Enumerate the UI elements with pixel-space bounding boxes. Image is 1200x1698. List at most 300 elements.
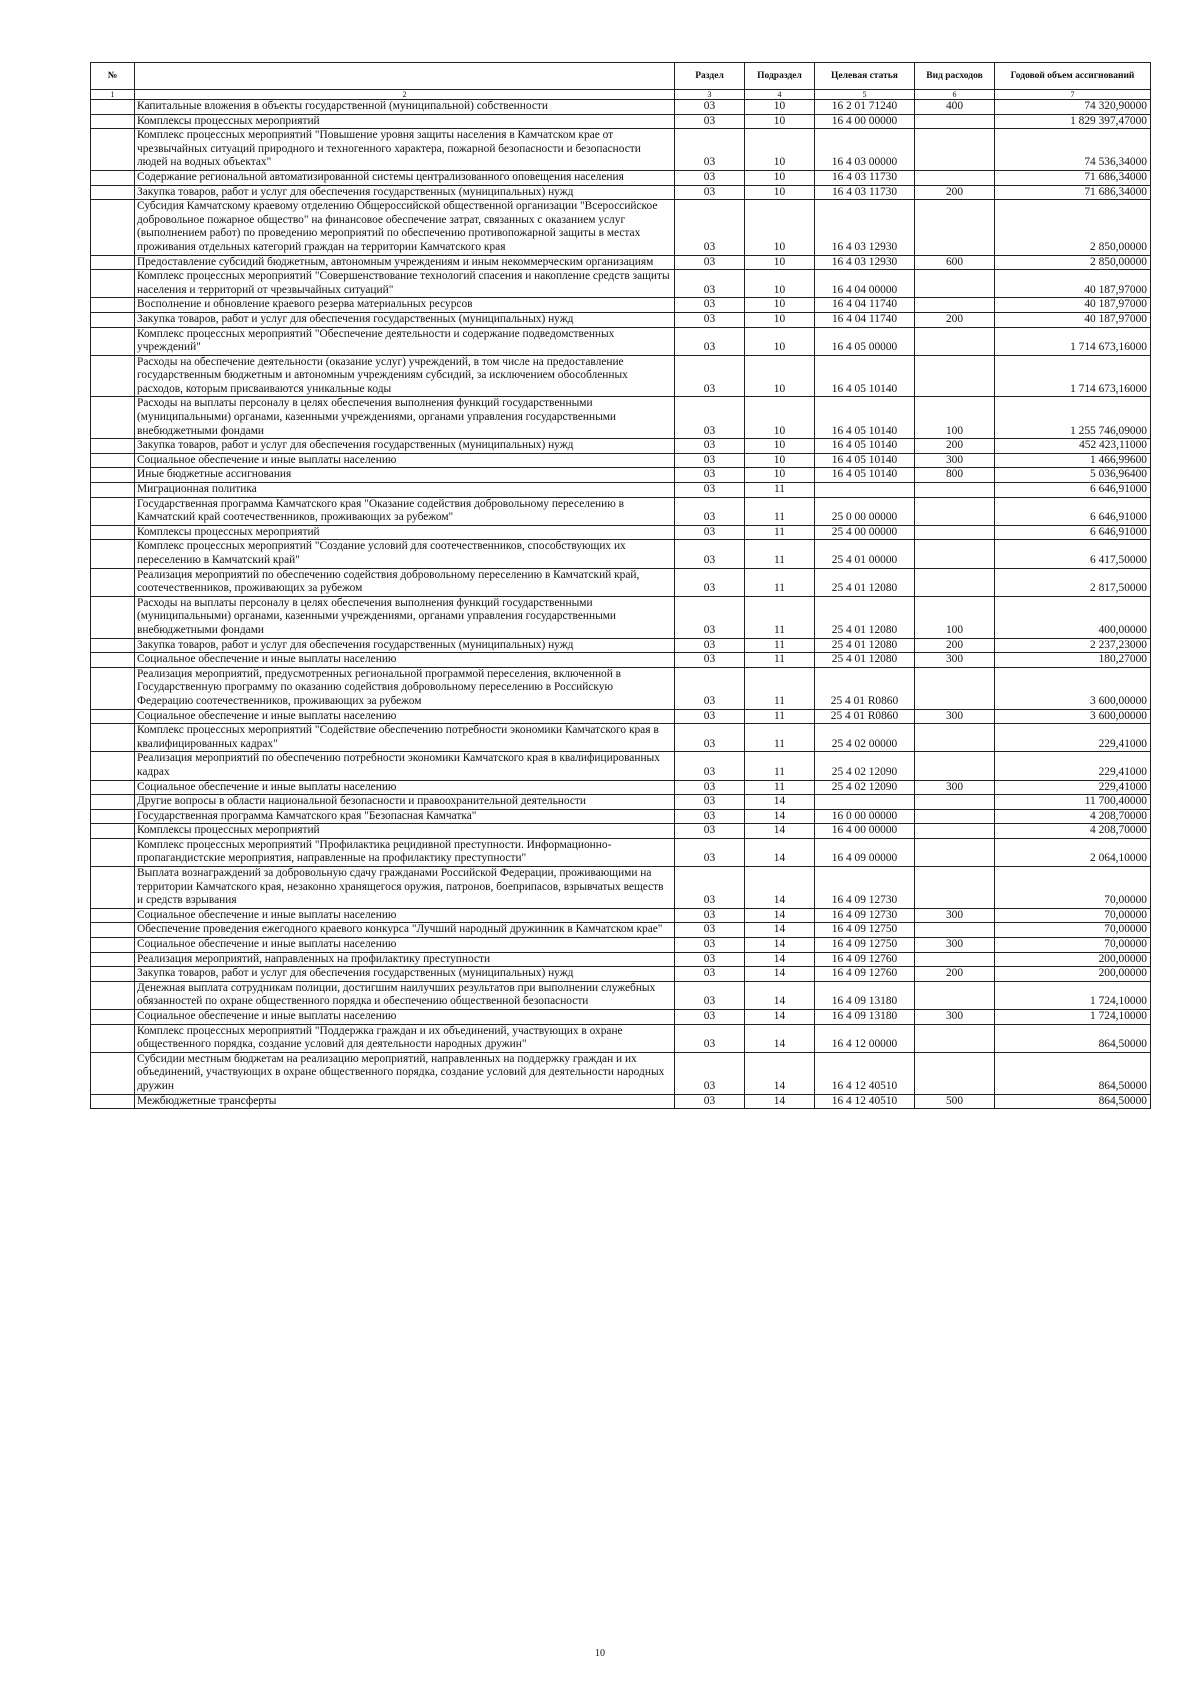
row-target-article: 25 4 01 12080 xyxy=(815,638,915,653)
row-podrazdel: 11 xyxy=(745,653,815,668)
row-razdel: 03 xyxy=(675,453,745,468)
row-amount: 1 829 397,47000 xyxy=(995,114,1151,129)
row-razdel: 03 xyxy=(675,596,745,638)
row-number xyxy=(91,312,135,327)
row-razdel: 03 xyxy=(675,129,745,171)
row-target-article: 16 4 04 11740 xyxy=(815,312,915,327)
row-podrazdel: 14 xyxy=(745,1052,815,1094)
row-name: Расходы на выплаты персоналу в целях обеспечения выполнения функций государственными (муниципальными) органами, казенными учреждениями, органами управления государственными внебюджетными фондами xyxy=(135,596,675,638)
table-row xyxy=(91,568,1151,596)
column-number: 3 xyxy=(675,90,745,100)
row-amount: 2 237,23000 xyxy=(995,638,1151,653)
header-target-article: Целевая статья xyxy=(815,63,915,90)
row-number xyxy=(91,100,135,115)
column-number-row xyxy=(91,90,1151,100)
row-target-article: 25 4 02 12090 xyxy=(815,780,915,795)
row-razdel: 03 xyxy=(675,298,745,313)
row-expense-type: 100 xyxy=(915,596,995,638)
row-name: Реализация мероприятий по обеспечению потребности экономики Камчатского края в квалифицированных кадрах xyxy=(135,752,675,780)
row-name: Реализация мероприятий, направленных на профилактику преступности xyxy=(135,952,675,967)
row-number xyxy=(91,468,135,483)
row-number xyxy=(91,653,135,668)
row-amount: 40 187,97000 xyxy=(995,298,1151,313)
row-target-article: 16 4 09 12750 xyxy=(815,938,915,953)
row-target-article: 16 4 03 11730 xyxy=(815,170,915,185)
row-expense-type: 200 xyxy=(915,439,995,454)
row-number xyxy=(91,809,135,824)
row-amount: 400,00000 xyxy=(995,596,1151,638)
row-amount: 74 320,90000 xyxy=(995,100,1151,115)
row-razdel: 03 xyxy=(675,397,745,439)
table-row xyxy=(91,596,1151,638)
row-amount: 1 724,10000 xyxy=(995,1010,1151,1025)
row-expense-type xyxy=(915,525,995,540)
table-row xyxy=(91,397,1151,439)
table-row xyxy=(91,270,1151,298)
table-row xyxy=(91,752,1151,780)
row-amount: 11 700,40000 xyxy=(995,795,1151,810)
row-expense-type xyxy=(915,838,995,866)
row-number xyxy=(91,355,135,397)
column-number: 2 xyxy=(135,90,675,100)
row-podrazdel: 14 xyxy=(745,923,815,938)
row-name: Комплекс процессных мероприятий "Содействие обеспечению потребности экономики Камчатского края в квалифицированных кадрах" xyxy=(135,724,675,752)
row-amount: 70,00000 xyxy=(995,867,1151,909)
row-podrazdel: 14 xyxy=(745,938,815,953)
row-name: Реализация мероприятий, предусмотренных региональной программой переселения, включенной в Государственную программу по оказанию содействия добровольному переселению в Российскую Федерацию соотечественников, проживающих за рубежом xyxy=(135,667,675,709)
row-razdel: 03 xyxy=(675,752,745,780)
row-amount: 74 536,34000 xyxy=(995,129,1151,171)
table-row xyxy=(91,838,1151,866)
row-amount: 229,41000 xyxy=(995,780,1151,795)
row-number xyxy=(91,1010,135,1025)
header-annual-volume: Годовой объем ассигнований xyxy=(995,63,1151,90)
row-razdel: 03 xyxy=(675,540,745,568)
table-row xyxy=(91,638,1151,653)
row-target-article: 16 4 05 10140 xyxy=(815,439,915,454)
row-amount: 180,27000 xyxy=(995,653,1151,668)
header-num: № xyxy=(91,63,135,90)
row-number xyxy=(91,1024,135,1052)
row-razdel: 03 xyxy=(675,952,745,967)
row-razdel: 03 xyxy=(675,824,745,839)
row-target-article: 16 4 03 12930 xyxy=(815,200,915,255)
row-name: Комплекс процессных мероприятий "Совершенствование технологий спасения и накопление средств защиты населения и территорий от чрезвычайных ситуаций" xyxy=(135,270,675,298)
row-podrazdel: 10 xyxy=(745,255,815,270)
row-razdel: 03 xyxy=(675,809,745,824)
row-expense-type: 800 xyxy=(915,468,995,483)
row-amount: 70,00000 xyxy=(995,938,1151,953)
row-name: Социальное обеспечение и иные выплаты населению xyxy=(135,938,675,953)
row-amount: 6 417,50000 xyxy=(995,540,1151,568)
row-number xyxy=(91,568,135,596)
row-razdel: 03 xyxy=(675,908,745,923)
header-podrazdel: Подраздел xyxy=(745,63,815,90)
row-number xyxy=(91,667,135,709)
row-target-article xyxy=(815,483,915,498)
row-target-article: 25 4 01 R0860 xyxy=(815,667,915,709)
row-name: Комплекс процессных мероприятий "Создание условий для соотечественников, способствующих их переселению в Камчатский край" xyxy=(135,540,675,568)
column-number: 1 xyxy=(91,90,135,100)
row-name: Государственная программа Камчатского края "Безопасная Камчатка" xyxy=(135,809,675,824)
row-amount: 200,00000 xyxy=(995,952,1151,967)
row-podrazdel: 14 xyxy=(745,952,815,967)
row-podrazdel: 11 xyxy=(745,780,815,795)
row-target-article: 16 4 04 00000 xyxy=(815,270,915,298)
row-amount: 6 646,91000 xyxy=(995,525,1151,540)
row-amount: 6 646,91000 xyxy=(995,483,1151,498)
row-number xyxy=(91,709,135,724)
row-expense-type xyxy=(915,867,995,909)
row-expense-type xyxy=(915,170,995,185)
row-target-article: 16 4 03 00000 xyxy=(815,129,915,171)
row-name: Межбюджетные трансферты xyxy=(135,1094,675,1109)
row-target-article: 16 4 09 12750 xyxy=(815,923,915,938)
row-amount: 1 255 746,09000 xyxy=(995,397,1151,439)
row-target-article: 16 0 00 00000 xyxy=(815,809,915,824)
row-amount: 1 724,10000 xyxy=(995,981,1151,1009)
row-razdel: 03 xyxy=(675,468,745,483)
row-amount: 40 187,97000 xyxy=(995,270,1151,298)
row-name: Комплексы процессных мероприятий xyxy=(135,824,675,839)
row-name: Закупка товаров, работ и услуг для обеспечения государственных (муниципальных) нужд xyxy=(135,439,675,454)
table-body xyxy=(91,100,1151,1109)
row-number xyxy=(91,200,135,255)
row-expense-type xyxy=(915,114,995,129)
row-expense-type: 300 xyxy=(915,1010,995,1025)
row-podrazdel: 14 xyxy=(745,1010,815,1025)
row-name: Комплекс процессных мероприятий "Поддержка граждан и их объединений, участвующих в охране общественного порядка, создание условий для деятельности народных дружин" xyxy=(135,1024,675,1052)
row-razdel: 03 xyxy=(675,1052,745,1094)
row-target-article: 16 4 09 12760 xyxy=(815,952,915,967)
row-number xyxy=(91,525,135,540)
row-target-article: 16 4 03 11730 xyxy=(815,185,915,200)
row-target-article: 16 2 01 71240 xyxy=(815,100,915,115)
row-target-article: 25 4 01 12080 xyxy=(815,653,915,668)
row-razdel: 03 xyxy=(675,1010,745,1025)
row-razdel: 03 xyxy=(675,780,745,795)
row-expense-type xyxy=(915,824,995,839)
row-number xyxy=(91,1052,135,1094)
row-amount: 229,41000 xyxy=(995,752,1151,780)
row-podrazdel: 10 xyxy=(745,298,815,313)
row-number xyxy=(91,114,135,129)
row-expense-type xyxy=(915,724,995,752)
row-expense-type: 300 xyxy=(915,709,995,724)
row-target-article: 16 4 09 12730 xyxy=(815,908,915,923)
row-razdel: 03 xyxy=(675,667,745,709)
row-name: Закупка товаров, работ и услуг для обеспечения государственных (муниципальных) нужд xyxy=(135,638,675,653)
row-expense-type: 300 xyxy=(915,653,995,668)
table-row xyxy=(91,298,1151,313)
table-row xyxy=(91,1094,1151,1109)
row-number xyxy=(91,780,135,795)
row-podrazdel: 10 xyxy=(745,439,815,454)
row-podrazdel: 10 xyxy=(745,312,815,327)
header-name xyxy=(135,63,675,90)
budget-table xyxy=(90,62,1151,1109)
row-razdel: 03 xyxy=(675,200,745,255)
row-amount: 864,50000 xyxy=(995,1094,1151,1109)
row-expense-type: 300 xyxy=(915,938,995,953)
row-name: Расходы на обеспечение деятельности (оказание услуг) учреждений, в том числе на предоставление государственным бюджетным и автономным учреждениям субсидий, за исключением обособленных расходов, которым присваиваются уникальные коды xyxy=(135,355,675,397)
table-row xyxy=(91,709,1151,724)
row-name: Иные бюджетные ассигнования xyxy=(135,468,675,483)
table-row xyxy=(91,439,1151,454)
row-amount: 2 850,00000 xyxy=(995,255,1151,270)
table-row xyxy=(91,824,1151,839)
table-row xyxy=(91,327,1151,355)
row-amount: 70,00000 xyxy=(995,923,1151,938)
row-podrazdel: 14 xyxy=(745,1094,815,1109)
table-row xyxy=(91,809,1151,824)
row-amount: 71 686,34000 xyxy=(995,170,1151,185)
row-podrazdel: 10 xyxy=(745,200,815,255)
row-expense-type xyxy=(915,483,995,498)
row-expense-type: 600 xyxy=(915,255,995,270)
row-podrazdel: 11 xyxy=(745,525,815,540)
row-razdel: 03 xyxy=(675,312,745,327)
row-name: Предоставление субсидий бюджетным, автономным учреждениям и иным некоммерческим организациям xyxy=(135,255,675,270)
row-razdel: 03 xyxy=(675,653,745,668)
row-amount: 864,50000 xyxy=(995,1024,1151,1052)
row-razdel: 03 xyxy=(675,439,745,454)
row-razdel: 03 xyxy=(675,270,745,298)
row-amount: 1 714 673,16000 xyxy=(995,355,1151,397)
row-podrazdel: 10 xyxy=(745,397,815,439)
row-podrazdel: 14 xyxy=(745,908,815,923)
column-number: 7 xyxy=(995,90,1151,100)
table-row xyxy=(91,312,1151,327)
row-razdel: 03 xyxy=(675,867,745,909)
table-row xyxy=(91,200,1151,255)
row-name: Социальное обеспечение и иные выплаты населению xyxy=(135,780,675,795)
row-name: Социальное обеспечение и иные выплаты населению xyxy=(135,453,675,468)
row-number xyxy=(91,952,135,967)
row-amount: 200,00000 xyxy=(995,967,1151,982)
row-target-article: 16 4 03 12930 xyxy=(815,255,915,270)
row-number xyxy=(91,497,135,525)
page-number: 10 xyxy=(595,1648,605,1659)
row-target-article: 16 4 05 10140 xyxy=(815,355,915,397)
row-razdel: 03 xyxy=(675,100,745,115)
row-razdel: 03 xyxy=(675,709,745,724)
table-row xyxy=(91,795,1151,810)
row-number xyxy=(91,1094,135,1109)
row-name: Социальное обеспечение и иные выплаты населению xyxy=(135,908,675,923)
row-name: Денежная выплата сотрудникам полиции, достигшим наилучших результатов при выполнении служебных обязанностей по охране общественного порядка и обеспечению общественной безопасности xyxy=(135,981,675,1009)
row-name: Субсидия Камчатскому краевому отделению Общероссийской общественной организации "Всероссийское добровольное пожарное общество" на финансовое обеспечение затрат, связанных с оказанием услуг (выполнением работ) по проведению мероприятий по обеспечению противопожарной защиты в местах проживания отдельных категорий граждан на территории Камчатского края xyxy=(135,200,675,255)
table-row xyxy=(91,1010,1151,1025)
row-amount: 229,41000 xyxy=(995,724,1151,752)
row-podrazdel: 11 xyxy=(745,568,815,596)
row-number xyxy=(91,540,135,568)
row-expense-type xyxy=(915,355,995,397)
table-row xyxy=(91,100,1151,115)
row-target-article: 16 4 04 11740 xyxy=(815,298,915,313)
row-target-article: 16 4 09 00000 xyxy=(815,838,915,866)
table-row xyxy=(91,938,1151,953)
row-razdel: 03 xyxy=(675,170,745,185)
row-number xyxy=(91,129,135,171)
row-amount: 1 714 673,16000 xyxy=(995,327,1151,355)
row-number xyxy=(91,453,135,468)
row-name: Комплекс процессных мероприятий "Обеспечение деятельности и содержание подведомственных учреждений" xyxy=(135,327,675,355)
row-expense-type xyxy=(915,795,995,810)
row-amount: 4 208,70000 xyxy=(995,824,1151,839)
table-row xyxy=(91,185,1151,200)
row-podrazdel: 11 xyxy=(745,497,815,525)
row-podrazdel: 10 xyxy=(745,468,815,483)
table-row xyxy=(91,1052,1151,1094)
row-razdel: 03 xyxy=(675,1024,745,1052)
row-razdel: 03 xyxy=(675,483,745,498)
row-target-article: 16 4 05 00000 xyxy=(815,327,915,355)
row-expense-type xyxy=(915,952,995,967)
row-podrazdel: 11 xyxy=(745,540,815,568)
row-expense-type xyxy=(915,568,995,596)
row-podrazdel: 10 xyxy=(745,100,815,115)
row-razdel: 03 xyxy=(675,255,745,270)
row-razdel: 03 xyxy=(675,724,745,752)
row-razdel: 03 xyxy=(675,981,745,1009)
row-podrazdel: 11 xyxy=(745,752,815,780)
row-number xyxy=(91,981,135,1009)
row-target-article: 25 4 02 00000 xyxy=(815,724,915,752)
table-row xyxy=(91,255,1151,270)
row-target-article: 25 4 02 12090 xyxy=(815,752,915,780)
row-number xyxy=(91,439,135,454)
row-amount: 40 187,97000 xyxy=(995,312,1151,327)
row-target-article: 16 4 12 00000 xyxy=(815,1024,915,1052)
table-row xyxy=(91,780,1151,795)
row-razdel: 03 xyxy=(675,327,745,355)
row-expense-type xyxy=(915,667,995,709)
row-name: Социальное обеспечение и иные выплаты населению xyxy=(135,709,675,724)
row-name: Социальное обеспечение и иные выплаты населению xyxy=(135,1010,675,1025)
table-row xyxy=(91,525,1151,540)
row-target-article: 25 0 00 00000 xyxy=(815,497,915,525)
row-podrazdel: 10 xyxy=(745,355,815,397)
row-expense-type xyxy=(915,200,995,255)
row-number xyxy=(91,596,135,638)
row-razdel: 03 xyxy=(675,938,745,953)
row-expense-type: 300 xyxy=(915,453,995,468)
row-number xyxy=(91,795,135,810)
table-row xyxy=(91,355,1151,397)
row-name: Комплексы процессных мероприятий xyxy=(135,114,675,129)
table-row xyxy=(91,468,1151,483)
row-amount: 4 208,70000 xyxy=(995,809,1151,824)
row-podrazdel: 14 xyxy=(745,838,815,866)
table-row xyxy=(91,114,1151,129)
row-name: Закупка товаров, работ и услуг для обеспечения государственных (муниципальных) нужд xyxy=(135,185,675,200)
row-number xyxy=(91,397,135,439)
row-podrazdel: 14 xyxy=(745,867,815,909)
row-number xyxy=(91,752,135,780)
row-podrazdel: 10 xyxy=(745,327,815,355)
row-number xyxy=(91,185,135,200)
row-number xyxy=(91,255,135,270)
row-amount: 3 600,00000 xyxy=(995,709,1151,724)
table-row xyxy=(91,653,1151,668)
row-name: Восполнение и обновление краевого резерва материальных ресурсов xyxy=(135,298,675,313)
row-razdel: 03 xyxy=(675,114,745,129)
row-podrazdel: 11 xyxy=(745,709,815,724)
row-razdel: 03 xyxy=(675,525,745,540)
row-number xyxy=(91,270,135,298)
table-row xyxy=(91,908,1151,923)
row-amount: 1 466,99600 xyxy=(995,453,1151,468)
table-row xyxy=(91,540,1151,568)
row-name: Реализация мероприятий по обеспечению содействия добровольному переселению в Камчатский край, соотечественников, проживающих за рубежом xyxy=(135,568,675,596)
row-expense-type xyxy=(915,327,995,355)
row-podrazdel: 14 xyxy=(745,967,815,982)
table-row xyxy=(91,923,1151,938)
row-podrazdel: 14 xyxy=(745,809,815,824)
budget-sheet xyxy=(90,62,1150,1109)
row-target-article: 25 4 01 R0860 xyxy=(815,709,915,724)
row-podrazdel: 11 xyxy=(745,667,815,709)
row-podrazdel: 14 xyxy=(745,795,815,810)
row-razdel: 03 xyxy=(675,1094,745,1109)
row-razdel: 03 xyxy=(675,568,745,596)
row-amount: 2 064,10000 xyxy=(995,838,1151,866)
row-expense-type xyxy=(915,752,995,780)
row-expense-type: 100 xyxy=(915,397,995,439)
row-number xyxy=(91,838,135,866)
row-number xyxy=(91,967,135,982)
row-name: Государственная программа Камчатского края "Оказание содействия добровольному переселению в Камчатский край соотечественников, проживающих за рубежом" xyxy=(135,497,675,525)
row-expense-type: 400 xyxy=(915,100,995,115)
row-expense-type xyxy=(915,298,995,313)
row-expense-type xyxy=(915,1052,995,1094)
row-number xyxy=(91,638,135,653)
column-number: 5 xyxy=(815,90,915,100)
row-expense-type: 200 xyxy=(915,185,995,200)
row-number xyxy=(91,327,135,355)
row-target-article: 25 4 00 00000 xyxy=(815,525,915,540)
row-razdel: 03 xyxy=(675,638,745,653)
row-name: Субсидии местным бюджетам на реализацию мероприятий, направленных на поддержку граждан и их объединений, участвующих в охране общественного порядка, создание условий для деятельности народных дружин xyxy=(135,1052,675,1094)
table-row xyxy=(91,497,1151,525)
row-amount: 864,50000 xyxy=(995,1052,1151,1094)
row-expense-type: 200 xyxy=(915,967,995,982)
row-target-article: 16 4 09 13180 xyxy=(815,981,915,1009)
row-number xyxy=(91,298,135,313)
row-number xyxy=(91,170,135,185)
row-name: Закупка товаров, работ и услуг для обеспечения государственных (муниципальных) нужд xyxy=(135,967,675,982)
row-expense-type xyxy=(915,809,995,824)
table-row xyxy=(91,129,1151,171)
row-expense-type: 500 xyxy=(915,1094,995,1109)
row-target-article: 25 4 01 12080 xyxy=(815,596,915,638)
row-podrazdel: 10 xyxy=(745,170,815,185)
row-target-article: 16 4 12 40510 xyxy=(815,1052,915,1094)
row-name: Расходы на выплаты персоналу в целях обеспечения выполнения функций государственными (муниципальными) органами, казенными учреждениями, органами управления государственными внебюджетными фондами xyxy=(135,397,675,439)
table-row xyxy=(91,483,1151,498)
table-row xyxy=(91,967,1151,982)
row-target-article: 16 4 05 10140 xyxy=(815,397,915,439)
row-podrazdel: 11 xyxy=(745,724,815,752)
row-number xyxy=(91,824,135,839)
row-podrazdel: 11 xyxy=(745,483,815,498)
row-expense-type xyxy=(915,1024,995,1052)
row-expense-type xyxy=(915,129,995,171)
column-number: 6 xyxy=(915,90,995,100)
row-target-article xyxy=(815,795,915,810)
table-row xyxy=(91,952,1151,967)
